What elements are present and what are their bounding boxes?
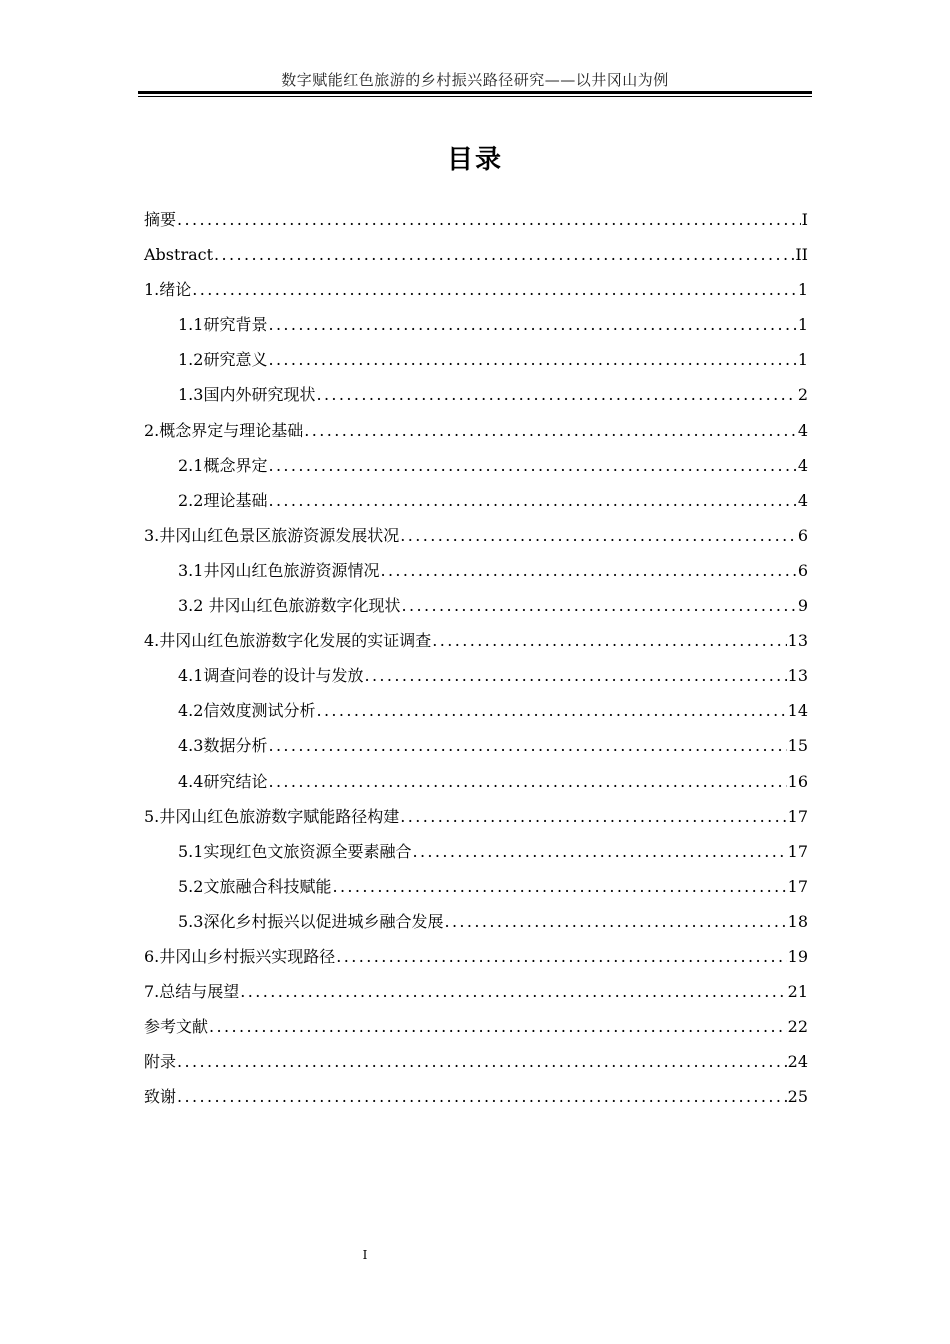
toc-entry-page: 4 (797, 420, 808, 440)
toc-dot-leader (209, 1009, 787, 1044)
toc-entry-page: 21 (787, 982, 808, 1002)
toc-entry-page: 9 (797, 596, 808, 616)
toc-entry-label: 2.1概念界定 (178, 455, 268, 475)
toc-dot-leader (316, 377, 796, 412)
toc-entry-page: 6 (797, 525, 808, 545)
toc-entry-page: 18 (787, 911, 808, 931)
toc-dot-leader (412, 834, 786, 869)
toc-entry-label: 1.2研究意义 (178, 350, 268, 370)
toc-entry-page: 16 (787, 771, 808, 791)
toc-entry[interactable] (144, 728, 808, 763)
toc-entry[interactable] (144, 307, 808, 342)
toc-entry-label: 3.2 井冈山红色旅游数字化现状 (178, 596, 401, 616)
toc-dot-leader (268, 483, 796, 518)
toc-dot-leader (336, 939, 786, 974)
toc-entry-page: 24 (787, 1052, 808, 1072)
toc-entry[interactable] (144, 939, 808, 974)
toc-entry[interactable] (144, 834, 808, 869)
toc-entry-label: 4.1调查问卷的设计与发放 (178, 666, 364, 686)
toc-dot-leader (214, 237, 794, 272)
toc-entry-page: I (801, 210, 808, 229)
toc-entry[interactable] (144, 202, 808, 237)
toc-entry-label: 5.3深化乡村振兴以促进城乡融合发展 (178, 911, 444, 931)
toc-entry[interactable] (144, 377, 808, 412)
toc-entry-page: 1 (797, 315, 808, 335)
toc-entry[interactable] (144, 974, 808, 1009)
toc-entry-page: 2 (797, 385, 808, 405)
toc-entry-label: 5.1实现红色文旅资源全要素融合 (178, 841, 412, 861)
toc-entry[interactable] (144, 1044, 808, 1079)
toc-dot-leader (380, 553, 796, 588)
toc-entry[interactable] (144, 553, 808, 588)
toc-dot-leader (177, 1079, 787, 1114)
toc-entry-label: 2.概念界定与理论基础 (144, 420, 304, 440)
toc-title: 目录 (446, 145, 503, 175)
toc-entry-label: 附录 (144, 1052, 177, 1072)
toc-entry-label: 摘要 (144, 210, 177, 229)
toc-entry-page: 6 (797, 560, 808, 580)
toc-dot-leader (402, 588, 797, 623)
toc-entry-page: II (795, 245, 808, 265)
toc-entry-label: 5.2文旅融合科技赋能 (178, 876, 332, 896)
table-of-contents (144, 202, 808, 1114)
toc-entry-label: 1.1研究背景 (178, 315, 268, 335)
page-number: I (362, 1248, 368, 1262)
toc-entry-page: 17 (787, 841, 808, 861)
toc-entry[interactable] (144, 658, 808, 693)
toc-entry-label: 3.井冈山红色景区旅游资源发展状况 (144, 525, 400, 545)
toc-entry[interactable] (144, 1009, 808, 1044)
toc-entry-label: 参考文献 (144, 1017, 209, 1037)
toc-dot-leader (400, 518, 797, 553)
toc-entry[interactable] (144, 693, 808, 728)
toc-entry-page: 4 (797, 455, 808, 475)
toc-entry[interactable] (144, 1079, 808, 1114)
toc-dot-leader (268, 448, 796, 483)
toc-entry-page: 1 (797, 350, 808, 370)
toc-entry-label: 4.井冈山红色旅游数字化发展的实证调查 (144, 631, 432, 651)
toc-entry[interactable] (144, 869, 808, 904)
toc-dot-leader (304, 413, 797, 448)
toc-entry-label: 致谢 (144, 1087, 177, 1107)
toc-dot-leader (400, 799, 786, 834)
toc-entry-page: 22 (787, 1017, 808, 1037)
toc-dot-leader (444, 904, 786, 939)
toc-entry-page: 17 (787, 876, 808, 896)
toc-entry-page: 13 (787, 631, 808, 651)
toc-entry-page: 4 (797, 490, 808, 510)
toc-entry-label: 4.4研究结论 (178, 771, 268, 791)
toc-entry-page: 1 (797, 280, 808, 300)
toc-dot-leader (268, 728, 786, 763)
toc-entry-label: 5.井冈山红色旅游数字赋能路径构建 (144, 806, 400, 826)
toc-entry-label: 1.绪论 (144, 280, 192, 300)
toc-entry[interactable] (144, 342, 808, 377)
header-rule-thin (138, 96, 812, 97)
toc-entry-label: 4.2信效度测试分析 (178, 701, 316, 721)
toc-dot-leader (268, 307, 796, 342)
toc-entry[interactable] (144, 904, 808, 939)
toc-entry[interactable] (144, 272, 808, 307)
toc-entry-label: 4.3数据分析 (178, 736, 268, 756)
toc-entry[interactable] (144, 448, 808, 483)
toc-dot-leader (177, 202, 801, 237)
toc-dot-leader (364, 658, 786, 693)
toc-dot-leader (332, 869, 786, 904)
toc-entry-label: 2.2理论基础 (178, 490, 268, 510)
toc-entry-label: 3.1井冈山红色旅游资源情况 (178, 560, 380, 580)
toc-dot-leader (192, 272, 797, 307)
toc-entry[interactable] (144, 483, 808, 518)
toc-entry[interactable] (144, 518, 808, 553)
running-header-title: 数字赋能红色旅游的乡村振兴路径研究——以井冈山为例 (281, 71, 669, 89)
toc-entry-label: 6.井冈山乡村振兴实现路径 (144, 946, 336, 966)
toc-entry[interactable] (144, 799, 808, 834)
toc-entry-page: 14 (787, 701, 808, 721)
toc-entry[interactable] (144, 413, 808, 448)
toc-dot-leader (240, 974, 786, 1009)
toc-entry-label: Abstract (144, 245, 214, 265)
toc-entry[interactable] (144, 623, 808, 658)
toc-entry-label: 1.3国内外研究现状 (178, 385, 316, 405)
toc-dot-leader (268, 764, 786, 799)
toc-entry-page: 19 (787, 946, 808, 966)
toc-entry[interactable] (144, 588, 808, 623)
toc-dot-leader (432, 623, 786, 658)
toc-entry-page: 15 (787, 736, 808, 756)
toc-entry-page: 25 (787, 1087, 808, 1107)
toc-dot-leader (268, 342, 796, 377)
toc-entry-label: 7.总结与展望 (144, 982, 240, 1002)
toc-entry[interactable] (144, 237, 808, 272)
toc-entry-page: 13 (787, 666, 808, 686)
toc-dot-leader (316, 693, 786, 728)
toc-entry[interactable] (144, 764, 808, 799)
header-rule-thick (138, 91, 812, 94)
toc-entry-page: 17 (787, 806, 808, 826)
toc-dot-leader (177, 1044, 787, 1079)
